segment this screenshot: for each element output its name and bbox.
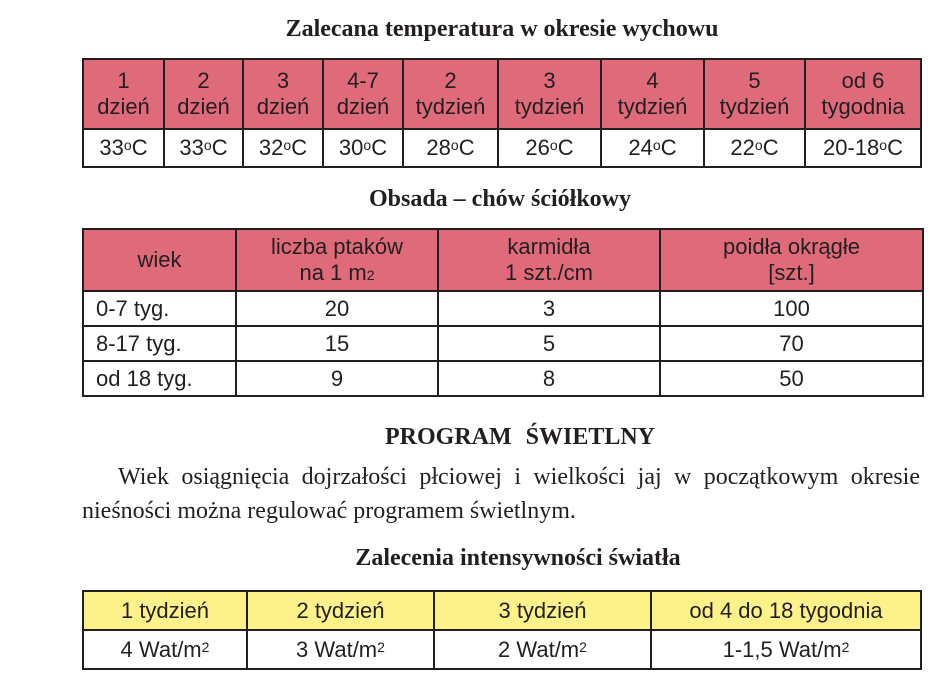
temperature-header-cell: 2 dzień — [164, 59, 243, 129]
table-row — [83, 326, 923, 361]
intensity-header-cell: 2 tydzień — [247, 591, 434, 630]
feeders-cell: 8 — [438, 361, 660, 396]
stocking-header-row — [83, 229, 923, 291]
stocking-table — [82, 228, 924, 397]
temperature-value: 33$^o$C — [164, 129, 243, 167]
temperature-header-cell: 3 tydzień — [498, 59, 601, 129]
intensity-header-cell: 1 tydzień — [83, 591, 247, 630]
temperature-header-cell: 4 tydzień — [601, 59, 704, 129]
drinkers-header: poidła okrągłe [szt.] — [660, 229, 923, 291]
temperature-title: Zalecana temperatura w okresie wychowu — [285, 16, 719, 42]
birds-per-m2-header: liczba ptaków na 1 $m^2$ — [236, 229, 438, 291]
birds-cell: 9 — [236, 361, 438, 396]
temperature-header-row — [83, 59, 921, 129]
intensity-title: Zalecenia intensywności światła — [355, 545, 681, 571]
temperature-header-cell: 4-7 dzień — [323, 59, 403, 129]
temperature-header-cell: 3 dzień — [243, 59, 323, 129]
temperature-value: 24$^o$C — [601, 129, 704, 167]
light-program-title: PROGRAM ŚWIETLNY — [384, 424, 656, 450]
feeders-cell: 5 — [438, 326, 660, 361]
intensity-header-cell: 3 tydzień — [434, 591, 651, 630]
temperature-header-cell: 2 tydzień — [403, 59, 498, 129]
temperature-header-cell: od 6 tygodnia — [805, 59, 921, 129]
birds-cell: 20 — [236, 291, 438, 326]
drinkers-cell: 70 — [660, 326, 923, 361]
feeders-header: karmidła 1 szt./cm — [438, 229, 660, 291]
temperature-header-cell: 5 tydzień — [704, 59, 805, 129]
temperature-table — [82, 58, 922, 168]
temperature-value: 30$^o$C — [323, 129, 403, 167]
intensity-value: 4 Wat/$m^2$ — [83, 630, 247, 669]
table-row — [83, 291, 923, 326]
feeders-cell: 3 — [438, 291, 660, 326]
temperature-value-row — [83, 129, 921, 167]
intensity-table — [82, 590, 922, 670]
stocking-title: Obsada – chów ściółkowy — [368, 186, 632, 212]
intensity-header-cell: od 4 do 18 tygodnia — [651, 591, 921, 630]
intensity-value: 1-1,5 Wat/$m^2$ — [651, 630, 921, 669]
temperature-value: 28$^o$C — [403, 129, 498, 167]
temperature-value: 22$^o$C — [704, 129, 805, 167]
intensity-header-row — [83, 591, 921, 630]
intensity-value-row — [83, 630, 921, 669]
light-program-paragraph: Wiek osiągnięcia dojrzałości płciowej i wielkości jaj w początkowym okresie nieśności można regulować programem świetlnym. — [82, 464, 920, 524]
age-cell: od 18 tyg. — [83, 361, 236, 396]
age-header: wiek — [83, 229, 236, 291]
temperature-header-cell: 1 dzień — [83, 59, 164, 129]
table-row — [83, 361, 923, 396]
drinkers-cell: 100 — [660, 291, 923, 326]
drinkers-cell: 50 — [660, 361, 923, 396]
temperature-value: 26$^o$C — [498, 129, 601, 167]
intensity-value: 3 Wat/$m^2$ — [247, 630, 434, 669]
age-cell: 8-17 tyg. — [83, 326, 236, 361]
temperature-value: 32$^o$C — [243, 129, 323, 167]
birds-cell: 15 — [236, 326, 438, 361]
intensity-value: 2 Wat/$m^2$ — [434, 630, 651, 669]
temperature-value: 33$^o$C — [83, 129, 164, 167]
age-cell: 0-7 tyg. — [83, 291, 236, 326]
temperature-value: 20-18$^o$C — [805, 129, 921, 167]
